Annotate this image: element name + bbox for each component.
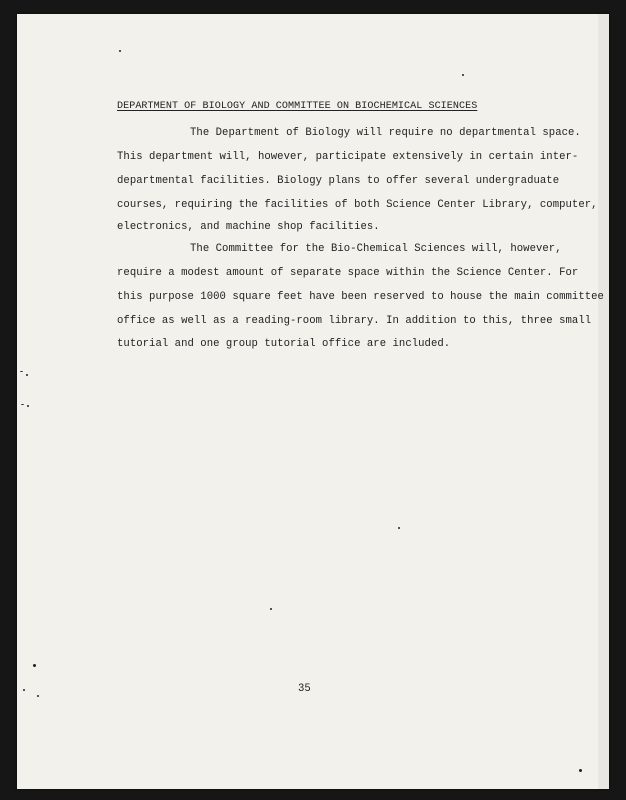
paragraph-1-line-4: courses, requiring the facilities of both Science Center Library, computer, [117, 199, 598, 211]
scan-speck [398, 527, 400, 529]
scan-speck [37, 695, 39, 697]
paragraph-1-line-5: electronics, and machine shop facilities. [117, 221, 380, 233]
scan-speck [27, 405, 29, 407]
paragraph-1-line-1: The Department of Biology will require no departmental space. [190, 127, 581, 139]
page-edge [598, 14, 609, 789]
scan-speck [20, 371, 23, 372]
paragraph-2-line-1: The Committee for the Bio-Chemical Sciences will, however, [190, 243, 562, 255]
paragraph-1-line-3: departmental facilities. Biology plans to offer several undergraduate [117, 175, 560, 187]
scan-speck [26, 374, 28, 376]
paragraph-2-line-2: require a modest amount of separate space within the Science Center. For [117, 267, 579, 279]
paragraph-2-line-4: office as well as a reading-room library. In addition to this, three small [117, 315, 592, 327]
paragraph-2-line-5: tutorial and one group tutorial office are included. [117, 338, 451, 350]
page-number: 35 [298, 683, 311, 695]
scan-speck [119, 50, 121, 52]
scan-speck [579, 769, 582, 772]
scan-speck [33, 664, 36, 667]
scan-speck [270, 608, 272, 610]
scan-speck [462, 74, 464, 76]
paragraph-1-line-2: This department will, however, participate extensively in certain inter- [117, 151, 579, 163]
scan-speck [21, 404, 24, 405]
paragraph-2-line-3: this purpose 1000 square feet have been reserved to house the main committee [117, 291, 604, 303]
section-heading: DEPARTMENT OF BIOLOGY AND COMMITTEE ON BIOCHEMICAL SCIENCES [117, 101, 478, 112]
scan-speck [23, 689, 25, 691]
